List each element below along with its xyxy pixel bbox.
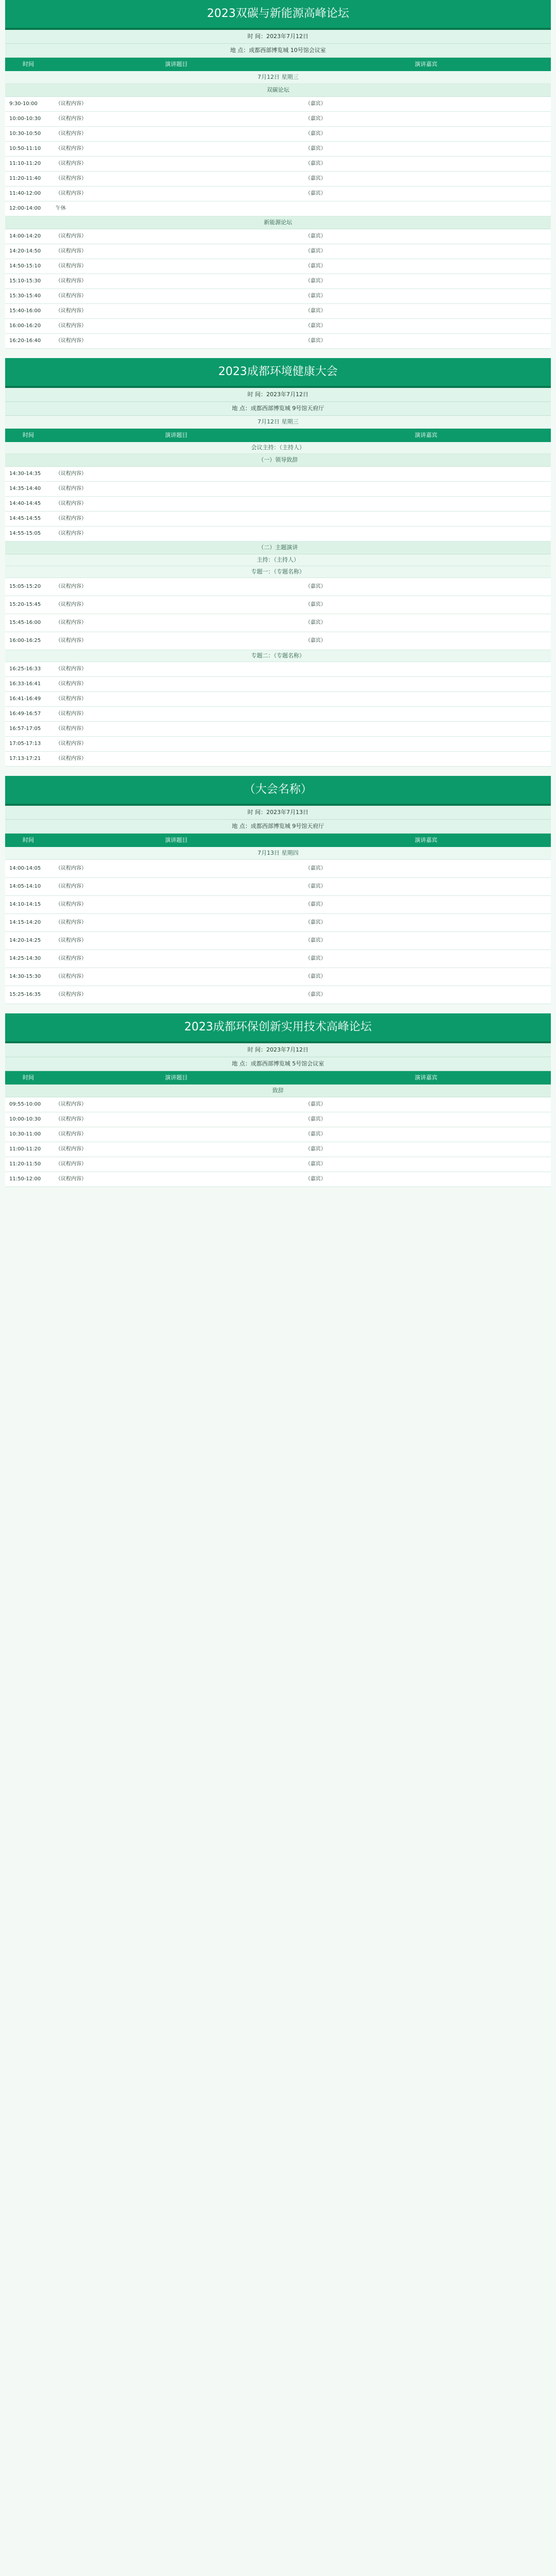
- topic-cell: （议程内容）: [56, 956, 86, 961]
- date-row: 7月12日 星期三: [5, 71, 551, 84]
- topic-cell: （议程内容）: [56, 696, 86, 702]
- speaker-cell: （嘉宾）: [305, 263, 326, 269]
- sub-header: （一）领导致辞: [5, 454, 551, 467]
- table-row: [5, 127, 551, 142]
- speaker-cell: （嘉宾）: [305, 308, 326, 314]
- speaker-cell: （嘉宾）: [305, 992, 326, 997]
- time-cell: 14:10-14:15: [9, 902, 41, 907]
- table-row: [5, 596, 551, 614]
- time-cell: 14:50-15:10: [9, 263, 41, 269]
- section-time: 时 间：2023年7月12日: [5, 1043, 551, 1057]
- table-row: [5, 896, 551, 914]
- speaker-cell: [301, 722, 551, 736]
- section-1: [5, 358, 551, 767]
- topic-cell: （议程内容）: [56, 711, 86, 717]
- speaker-cell: （嘉宾）: [305, 146, 326, 151]
- topic-cell: （议程内容）: [56, 756, 86, 761]
- speaker-cell: （嘉宾）: [305, 161, 326, 166]
- time-cell: 15:05-15:20: [9, 584, 41, 589]
- time-cell: 15:30-15:40: [9, 293, 41, 299]
- topic-cell: （议程内容）: [56, 293, 86, 299]
- speaker-cell: （嘉宾）: [305, 101, 326, 107]
- speaker-cell: （嘉宾）: [305, 233, 326, 239]
- table-row: [5, 1172, 551, 1187]
- section-time: 时 间：2023年7月12日: [5, 388, 551, 402]
- topic-cell: （议程内容）: [56, 884, 86, 889]
- time-cell: 10:30-11:00: [9, 1131, 41, 1137]
- table-row: [5, 112, 551, 127]
- table-row: [5, 632, 551, 650]
- table-row: [5, 1112, 551, 1127]
- section-3: [5, 1013, 551, 1187]
- time-cell: 11:40-12:00: [9, 191, 41, 196]
- table-row: [5, 1142, 551, 1157]
- date-row: 7月12日 星期三: [5, 416, 551, 429]
- table-row: [5, 614, 551, 632]
- topic-cell: （议程内容）: [56, 501, 86, 506]
- topic-cell: （议程内容）: [56, 666, 86, 672]
- time-cell: 15:45-16:00: [9, 620, 41, 625]
- table-row: [5, 986, 551, 1004]
- speaker-cell: （嘉宾）: [305, 602, 326, 607]
- table-row: [5, 229, 551, 244]
- time-cell: 11:20-11:50: [9, 1161, 41, 1167]
- section-location: 地 点：成都西部博览城 10号馆会议室: [5, 44, 551, 58]
- time-cell: 9:30-10:00: [9, 101, 38, 107]
- time-cell: 16:00-16:20: [9, 323, 41, 329]
- section-location: 地 点：成都西部博览城 9号馆天府厅: [5, 820, 551, 834]
- section-title: 2023成都环境健康大会: [5, 358, 551, 388]
- section-title: （大会名称）: [5, 776, 551, 806]
- topic-cell: （议程内容）: [56, 602, 86, 607]
- topic-cell: （议程内容）: [56, 486, 86, 492]
- time-cell: 15:40-16:00: [9, 308, 41, 314]
- speaker-cell: [301, 482, 551, 496]
- speaker-cell: [301, 692, 551, 706]
- table-header: 时间 演讲题目 演讲嘉宾: [5, 834, 551, 847]
- time-cell: 14:40-14:45: [9, 501, 41, 506]
- sub-header: 双碳论坛: [5, 84, 551, 97]
- speaker-cell: [301, 752, 551, 766]
- time-cell: 16:20-16:40: [9, 338, 41, 344]
- table-header: 时间 演讲题目 演讲嘉宾: [5, 58, 551, 71]
- section-0: [5, 0, 551, 349]
- time-cell: 10:30-10:50: [9, 131, 41, 137]
- topic-cell: （议程内容）: [56, 176, 86, 181]
- topic-header: 专题一：（专题名称）: [5, 566, 551, 578]
- sub-header: （二）主题演讲: [5, 541, 551, 554]
- topic-cell: （议程内容）: [56, 1146, 86, 1152]
- moderator: 会议主持：（主持人）: [5, 442, 551, 454]
- topic-cell: （议程内容）: [56, 248, 86, 254]
- table-row: [5, 662, 551, 677]
- time-cell: 16:41-16:49: [9, 696, 41, 702]
- speaker-cell: （嘉宾）: [305, 884, 326, 889]
- topic-cell: 午休: [56, 206, 66, 211]
- time-cell: 14:05-14:10: [9, 884, 41, 889]
- topic-cell: （议程内容）: [56, 471, 86, 477]
- time-cell: 12:00-14:00: [9, 206, 41, 211]
- topic-cell: （议程内容）: [56, 161, 86, 166]
- topic-cell: （议程内容）: [56, 278, 86, 284]
- time-cell: 10:00-10:30: [9, 1116, 41, 1122]
- table-header: 时间 演讲题目 演讲嘉宾: [5, 1071, 551, 1084]
- time-cell: 10:00-10:30: [9, 116, 41, 122]
- time-cell: 11:50-12:00: [9, 1176, 41, 1182]
- speaker-cell: （嘉宾）: [305, 902, 326, 907]
- table-row: [5, 97, 551, 112]
- topic-cell: （议程内容）: [56, 1101, 86, 1107]
- table-row: [5, 950, 551, 968]
- topic-cell: （议程内容）: [56, 308, 86, 314]
- time-cell: 14:20-14:50: [9, 248, 41, 254]
- time-cell: 11:10-11:20: [9, 161, 41, 166]
- topic-cell: （议程内容）: [56, 338, 86, 344]
- table-row: [5, 482, 551, 497]
- speaker-cell: （嘉宾）: [305, 191, 326, 196]
- table-row: [5, 968, 551, 986]
- time-cell: 11:00-11:20: [9, 1146, 41, 1152]
- time-cell: 17:13-17:21: [9, 756, 41, 761]
- speaker-cell: （嘉宾）: [305, 323, 326, 329]
- time-cell: 14:00-14:20: [9, 233, 41, 239]
- topic-cell: （议程内容）: [56, 584, 86, 589]
- speaker-cell: [301, 677, 551, 691]
- table-row: [5, 860, 551, 878]
- speaker-cell: （嘉宾）: [305, 920, 326, 925]
- topic-cell: （议程内容）: [56, 992, 86, 997]
- speaker-cell: （嘉宾）: [305, 176, 326, 181]
- table-row: [5, 497, 551, 512]
- section-title: 2023成都环保创新实用技术高峰论坛: [5, 1013, 551, 1043]
- time-cell: 16:33-16:41: [9, 681, 41, 687]
- speaker-cell: [301, 497, 551, 511]
- speaker-cell: （嘉宾）: [305, 116, 326, 122]
- topic-cell: （议程内容）: [56, 974, 86, 979]
- section-location: 地 点：成都西部博览城 5号馆会议室: [5, 1057, 551, 1071]
- speaker-cell: [301, 662, 551, 676]
- section-location: 地 点：成都西部博览城 9号馆天府厅: [5, 402, 551, 416]
- speaker-cell: （嘉宾）: [305, 938, 326, 943]
- time-cell: 14:00-14:05: [9, 866, 41, 871]
- topic-cell: （议程内容）: [56, 1131, 86, 1137]
- speaker-cell: [301, 512, 551, 526]
- table-row: [5, 1157, 551, 1172]
- time-cell: 14:15-14:20: [9, 920, 41, 925]
- topic-cell: （议程内容）: [56, 902, 86, 907]
- time-cell: 14:25-14:30: [9, 956, 41, 961]
- topic-cell: （议程内容）: [56, 233, 86, 239]
- topic-cell: （议程内容）: [56, 726, 86, 732]
- topic-cell: （议程内容）: [56, 866, 86, 871]
- moderator: 主持：（主持人）: [5, 554, 551, 566]
- speaker-cell: （嘉宾）: [305, 638, 326, 643]
- topic-cell: （议程内容）: [56, 116, 86, 122]
- table-header: 时间 演讲题目 演讲嘉宾: [5, 429, 551, 442]
- time-cell: 15:20-15:45: [9, 602, 41, 607]
- section-time: 时 间：2023年7月13日: [5, 806, 551, 820]
- table-row: [5, 259, 551, 274]
- table-row: [5, 1127, 551, 1142]
- sub-header: 新能源论坛: [5, 216, 551, 229]
- sub-header: 致辞: [5, 1084, 551, 1097]
- table-row: [5, 319, 551, 334]
- table-row: [5, 932, 551, 950]
- table-row: [5, 244, 551, 259]
- time-cell: 17:05-17:13: [9, 741, 41, 747]
- topic-cell: （议程内容）: [56, 531, 86, 536]
- speaker-cell: [301, 737, 551, 751]
- topic-cell: （议程内容）: [56, 1116, 86, 1122]
- section-2: [5, 776, 551, 1004]
- table-row: [5, 707, 551, 722]
- table-row: [5, 172, 551, 187]
- speaker-cell: （嘉宾）: [305, 620, 326, 625]
- time-cell: 14:45-14:55: [9, 516, 41, 521]
- table-row: [5, 527, 551, 541]
- table-row: [5, 752, 551, 767]
- table-row: [5, 677, 551, 692]
- topic-cell: （议程内容）: [56, 938, 86, 943]
- speaker-cell: （嘉宾）: [305, 338, 326, 344]
- topic-cell: （议程内容）: [56, 191, 86, 196]
- date-row: 7月13日 星期四: [5, 847, 551, 860]
- table-row: [5, 914, 551, 932]
- topic-cell: （议程内容）: [56, 638, 86, 643]
- time-cell: 15:25-16:35: [9, 992, 41, 997]
- speaker-cell: （嘉宾）: [305, 1146, 326, 1152]
- table-row: [5, 289, 551, 304]
- table-row: [5, 737, 551, 752]
- speaker-cell: （嘉宾）: [305, 1101, 326, 1107]
- section-title: 2023双碳与新能源高峰论坛: [5, 0, 551, 30]
- table-row: [5, 1097, 551, 1112]
- table-row: [5, 467, 551, 482]
- speaker-cell: [301, 707, 551, 721]
- speaker-cell: （嘉宾）: [305, 1161, 326, 1167]
- topic-cell: （议程内容）: [56, 263, 86, 269]
- table-row: [5, 142, 551, 157]
- speaker-cell: （嘉宾）: [305, 956, 326, 961]
- topic-cell: （议程内容）: [56, 681, 86, 687]
- speaker-cell: （嘉宾）: [305, 248, 326, 254]
- time-cell: 14:55-15:05: [9, 531, 41, 536]
- time-cell: 11:20-11:40: [9, 176, 41, 181]
- speaker-cell: [301, 527, 551, 541]
- topic-cell: （议程内容）: [56, 131, 86, 137]
- speaker-cell: （嘉宾）: [305, 131, 326, 137]
- table-row: [5, 512, 551, 527]
- topic-cell: （议程内容）: [56, 1176, 86, 1182]
- topic-header: 专题二：（专题名称）: [5, 650, 551, 662]
- time-cell: 14:30-15:30: [9, 974, 41, 979]
- topic-cell: （议程内容）: [56, 741, 86, 747]
- topic-cell: （议程内容）: [56, 516, 86, 521]
- time-cell: 15:10-15:30: [9, 278, 41, 284]
- table-row: [5, 201, 551, 216]
- time-cell: 16:57-17:05: [9, 726, 41, 732]
- topic-cell: （议程内容）: [56, 920, 86, 925]
- time-cell: 09:55-10:00: [9, 1101, 41, 1107]
- speaker-cell: （嘉宾）: [305, 866, 326, 871]
- time-cell: 10:50-11:10: [9, 146, 41, 151]
- table-row: [5, 334, 551, 349]
- speaker-cell: （嘉宾）: [305, 1116, 326, 1122]
- topic-cell: （议程内容）: [56, 1161, 86, 1167]
- table-row: [5, 157, 551, 172]
- table-row: [5, 274, 551, 289]
- time-cell: 14:35-14:40: [9, 486, 41, 492]
- time-cell: 14:30-14:35: [9, 471, 41, 477]
- table-row: [5, 878, 551, 896]
- time-cell: 14:20-14:25: [9, 938, 41, 943]
- speaker-cell: [301, 467, 551, 481]
- table-row: [5, 187, 551, 201]
- topic-cell: （议程内容）: [56, 323, 86, 329]
- table-row: [5, 722, 551, 737]
- speaker-cell: （嘉宾）: [305, 584, 326, 589]
- time-cell: 16:00-16:25: [9, 638, 41, 643]
- time-cell: 16:25-16:33: [9, 666, 41, 672]
- topic-cell: （议程内容）: [56, 620, 86, 625]
- speaker-cell: （嘉宾）: [305, 293, 326, 299]
- table-row: [5, 578, 551, 596]
- table-row: [5, 692, 551, 707]
- table-row: [5, 304, 551, 319]
- topic-cell: （议程内容）: [56, 101, 86, 107]
- speaker-cell: （嘉宾）: [305, 1131, 326, 1137]
- speaker-cell: [301, 201, 551, 216]
- section-time: 时 间：2023年7月12日: [5, 30, 551, 44]
- speaker-cell: （嘉宾）: [305, 278, 326, 284]
- topic-cell: （议程内容）: [56, 146, 86, 151]
- time-cell: 16:49-16:57: [9, 711, 41, 717]
- speaker-cell: （嘉宾）: [305, 974, 326, 979]
- speaker-cell: （嘉宾）: [305, 1176, 326, 1182]
